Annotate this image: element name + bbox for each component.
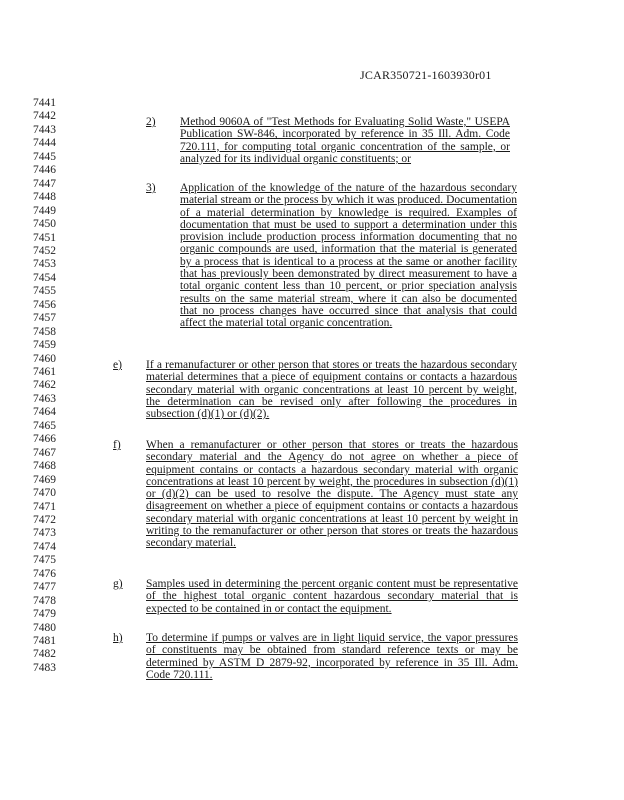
- line-number: 7460: [33, 352, 56, 365]
- line-number: 7480: [33, 621, 56, 634]
- line-number: 7453: [33, 258, 56, 271]
- line-number: 7481: [33, 635, 56, 647]
- line-number: 7451: [33, 231, 56, 244]
- line-number: 7464: [33, 406, 56, 419]
- item-g-text: Samples used in determining the percent organic content must be representative of the highest total organic content hazardous secondary material that is expected to be contained in or contact the equipment.: [146, 578, 518, 615]
- line-number: 7445: [33, 150, 56, 163]
- line-number: 7479: [33, 608, 56, 621]
- line-number: 7442: [33, 110, 56, 123]
- item-2-text: Method 9060A of "Test Methods for Evaluating Solid Waste," USEPA Publication SW-846, incorporated by reference in 35 Ill. Adm. Code 720.111, for computing total organic concentration of the sample, or analyzed for its individual organic constituents; or: [180, 116, 510, 165]
- item-marker-f: f): [113, 439, 121, 451]
- line-number: 7465: [33, 419, 56, 432]
- line-number: 7446: [33, 164, 56, 177]
- line-number: 7469: [33, 473, 56, 486]
- line-number: 7441: [33, 97, 56, 109]
- item-marker-2: 2): [146, 116, 156, 128]
- line-number: 7461: [33, 366, 56, 378]
- line-number: 7466: [33, 433, 56, 446]
- line-number: 7459: [33, 339, 56, 352]
- line-number: 7447: [33, 177, 56, 190]
- item-3-text: Application of the knowledge of the nature of the hazardous secondary material stream or the process by which it was produced. Documentation of a material determination by knowledge is required. Examples of documentation that must be used to support a determination under this provision include production process information documenting that no organic compounds are used, information that the material is generated by a process that is identical to a process at the same or another facility that has previously been demonstrated by direct measurement to have a total organic content less than 10 percent, or prior speciation analysis results on the same material stream, where it can also be documented that no process changes have occurred since that analysis that could affect the material total organic concentration.: [180, 182, 517, 330]
- line-number: 7443: [33, 123, 56, 136]
- item-f-text: When a remanufacturer or other person that stores or treats the hazardous secondary material and the Agency do not agree on whether a piece of equipment contains or contacts a hazardous secondary material with organic concentrations at least 10 percent by weight, the procedures in subsection (d)(1) or (d)(2) can be used to resolve the dispute. The Agency must state any disagreement on whether a piece of equipment contains or contacts a hazardous secondary material with organic concentrations at least 10 percent by weight in writing to the remanufacturer or other person that stores or treats the hazardous secondary material.: [146, 439, 518, 550]
- line-number: 7449: [33, 204, 56, 217]
- line-number: 7450: [33, 218, 56, 231]
- line-number: 7454: [33, 271, 56, 284]
- line-number: 7456: [33, 298, 56, 311]
- line-number: 7462: [33, 379, 56, 392]
- item-e-text: If a remanufacturer or other person that stores or treats the hazardous secondary material determines that a piece of equipment contains or contacts a hazardous secondary material with organic concentrations at least 10 percent by weight, the determination can be revised only after following the procedures in subsection (d)(1) or (d)(2).: [146, 359, 517, 421]
- item-h-text: To determine if pumps or valves are in light liquid service, the vapor pressures of constituents may be obtained from standard reference texts or may be determined by ASTM D 2879-92, incorporated by reference in 35 Ill. Adm. Code 720.111.: [146, 632, 518, 681]
- item-marker-h: h): [113, 632, 123, 644]
- line-number: 7452: [33, 244, 56, 257]
- line-number: 7458: [33, 325, 56, 338]
- line-number: 7471: [33, 500, 56, 513]
- line-number: 7483: [33, 661, 56, 674]
- line-number: 7472: [33, 513, 56, 526]
- line-number: 7482: [33, 648, 56, 661]
- line-number: 7463: [33, 392, 56, 405]
- item-marker-g: g): [113, 578, 123, 590]
- line-number: 7470: [33, 487, 56, 500]
- line-number: 7474: [33, 540, 56, 553]
- line-number: 7475: [33, 554, 56, 567]
- item-marker-e: e): [113, 359, 122, 371]
- line-number: 7444: [33, 137, 56, 150]
- line-number: 7468: [33, 460, 56, 473]
- document-id: JCAR350721-1603930r01: [360, 68, 492, 82]
- line-number: 7455: [33, 285, 56, 298]
- line-number: 7477: [33, 581, 56, 594]
- item-marker-3: 3): [146, 182, 156, 194]
- line-number: 7478: [33, 594, 56, 607]
- line-number: 7473: [33, 527, 56, 540]
- line-number: 7457: [33, 312, 56, 325]
- line-number: 7467: [33, 446, 56, 459]
- line-number: 7448: [33, 191, 56, 204]
- line-number: 7476: [33, 567, 56, 580]
